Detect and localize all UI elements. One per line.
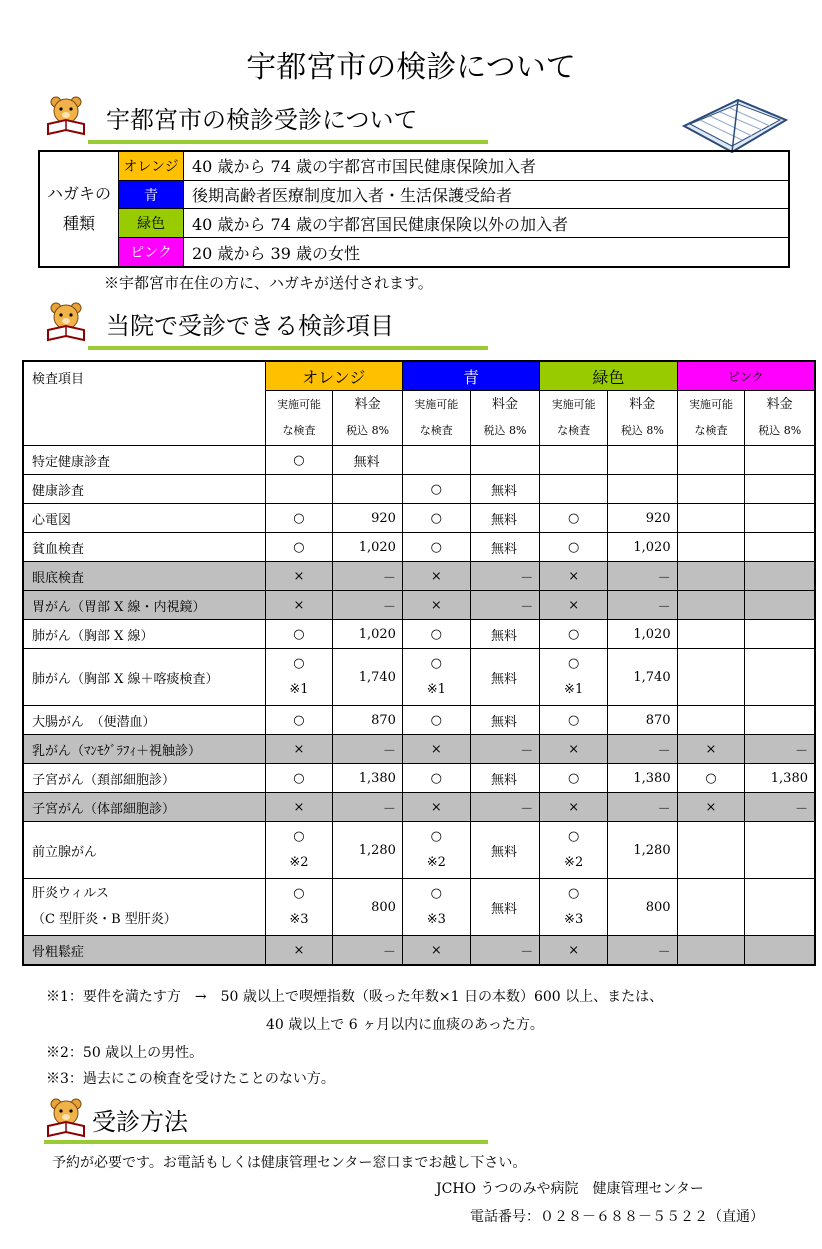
cell-price: 1,380	[608, 764, 678, 793]
cell-price	[745, 620, 815, 649]
cell-price: －	[608, 735, 678, 764]
table-row	[23, 446, 815, 475]
section-title: 宇都宮市の検診受診について	[106, 106, 418, 134]
table-row	[23, 591, 815, 620]
cell-price: －	[333, 591, 403, 620]
cell-line: ※3	[564, 912, 584, 927]
postcard-desc: 20 歳から 39 歳の女性	[184, 238, 790, 267]
table-row	[23, 533, 815, 562]
cell-availability	[677, 879, 745, 936]
cell-availability: ○	[402, 533, 470, 562]
cell-price: 無料	[470, 649, 540, 706]
subheader-text: 税込 8%	[620, 424, 664, 437]
cell-availability: ×	[265, 793, 333, 822]
subheader-price	[333, 391, 403, 446]
cell-availability	[402, 649, 470, 706]
subheader-available	[677, 391, 745, 446]
exam-item-name: 特定健康診査	[23, 446, 265, 475]
exam-item-name: 前立腺がん	[23, 822, 265, 879]
cell-price: 920	[333, 504, 403, 533]
cell-price: 1,280	[608, 822, 678, 879]
cell-price: 800	[333, 879, 403, 936]
cell-line: ○	[293, 829, 305, 844]
cell-availability	[677, 822, 745, 879]
subheader-text: 実施可能	[688, 398, 733, 411]
cell-price	[333, 475, 403, 504]
cell-availability	[540, 475, 608, 504]
cell-price: 1,280	[333, 822, 403, 879]
cell-line: ※3	[289, 912, 309, 927]
cell-price: 1,020	[608, 620, 678, 649]
cell-availability: ○	[265, 504, 333, 533]
cell-price: 無料	[470, 764, 540, 793]
cell-availability: ×	[540, 735, 608, 764]
cell-availability	[677, 620, 745, 649]
cell-price: －	[608, 562, 678, 591]
exam-item-name-line: （C 型肝炎・B 型肝炎）	[32, 912, 177, 927]
cell-price: －	[608, 793, 678, 822]
cell-line: ※3	[426, 912, 446, 927]
cell-availability: ○	[402, 620, 470, 649]
cell-availability: ×	[540, 591, 608, 620]
cell-price: 無料	[470, 706, 540, 735]
exam-item-name: 肺がん（胸部 X 線）	[23, 620, 265, 649]
cell-availability	[677, 936, 745, 966]
cell-availability: ×	[265, 591, 333, 620]
cell-availability: ×	[540, 793, 608, 822]
subheader-available	[265, 391, 333, 446]
cell-availability	[677, 475, 745, 504]
subheader-text: 料金	[354, 397, 381, 412]
bear-reading-icon	[44, 96, 92, 136]
cell-availability	[677, 649, 745, 706]
footnote-2: ※2：50 歳以上の男性。	[46, 1045, 204, 1061]
cell-availability: ○	[402, 504, 470, 533]
subheader-text: 税込 8%	[483, 424, 527, 437]
cell-price: 1,020	[333, 533, 403, 562]
section-underline	[44, 1140, 488, 1144]
bear-reading-icon	[44, 302, 92, 342]
cell-availability	[677, 446, 745, 475]
cell-price: 1,020	[608, 533, 678, 562]
cell-price: －	[333, 735, 403, 764]
cell-line: ○	[293, 656, 305, 671]
subheader-text: な検査	[694, 424, 728, 437]
cell-availability: ×	[540, 936, 608, 966]
subheader-text: 実施可能	[551, 398, 596, 411]
cell-availability	[540, 822, 608, 879]
cell-price: 1,740	[608, 649, 678, 706]
cell-availability: ○	[265, 620, 333, 649]
cell-price: 1,380	[745, 764, 815, 793]
cell-availability: ×	[540, 562, 608, 591]
bear-reading-icon	[44, 1098, 92, 1138]
subheader-text: 料金	[491, 397, 518, 412]
header-group-blue: 青	[402, 361, 539, 391]
cell-line: ○	[430, 886, 442, 901]
cell-availability: ○	[265, 764, 333, 793]
subheader-available	[402, 391, 470, 446]
table-row	[23, 764, 815, 793]
cell-availability	[677, 504, 745, 533]
cell-availability: ○	[540, 504, 608, 533]
cell-availability	[540, 446, 608, 475]
cell-availability	[265, 649, 333, 706]
cell-price	[745, 591, 815, 620]
cell-availability: ×	[402, 936, 470, 966]
header-group-green: 緑色	[540, 361, 677, 391]
cell-price: 無料	[470, 475, 540, 504]
table-row	[23, 649, 815, 706]
table-row	[23, 620, 815, 649]
postcard-desc: 40 歳から 74 歳の宇都宮市国民健康保険加入者	[184, 151, 790, 180]
cell-availability: ○	[540, 764, 608, 793]
cell-availability	[265, 822, 333, 879]
cell-price: －	[745, 793, 815, 822]
section-title: 当院で受診できる検診項目	[106, 312, 394, 340]
swatch-pink: ピンク	[119, 238, 184, 267]
table-row	[23, 735, 815, 764]
cell-availability	[677, 533, 745, 562]
table-row	[39, 180, 789, 209]
cell-price: 870	[333, 706, 403, 735]
cell-availability	[402, 446, 470, 475]
cell-line: ※2	[426, 855, 446, 870]
cell-price	[745, 936, 815, 966]
section-underline	[88, 346, 488, 350]
cell-availability	[402, 879, 470, 936]
subheader-available	[540, 391, 608, 446]
postcard-types-table	[38, 150, 790, 268]
subheader-text: 料金	[629, 397, 656, 412]
exam-item-name: 子宮がん（体部細胞診）	[23, 793, 265, 822]
cell-availability: ×	[402, 735, 470, 764]
swatch-blue: 青	[119, 180, 184, 209]
table-row	[23, 504, 815, 533]
cell-line: ○	[430, 656, 442, 671]
cell-availability: ○	[402, 475, 470, 504]
exam-item-name: 眼底検査	[23, 562, 265, 591]
cell-price	[608, 446, 678, 475]
page-title: 宇都宮市の検診について	[246, 50, 576, 85]
cell-availability	[265, 475, 333, 504]
table-row	[23, 879, 815, 936]
cell-line: ○	[567, 656, 580, 671]
cell-line: ※2	[564, 855, 584, 870]
swatch-orange: オレンジ	[119, 151, 184, 180]
table-row	[23, 822, 815, 879]
cell-line: ○	[567, 886, 580, 901]
subheader-price	[470, 391, 540, 446]
cell-availability: ○	[265, 446, 333, 475]
postcard-desc: 40 歳から 74 歳の宇都宮国民健康保険以外の加入者	[184, 209, 790, 238]
cell-price: 920	[608, 504, 678, 533]
cell-availability: ○	[265, 706, 333, 735]
cell-price	[745, 649, 815, 706]
cell-price	[745, 475, 815, 504]
cell-price: 無料	[470, 504, 540, 533]
cell-availability: ×	[265, 936, 333, 966]
cell-price: －	[470, 735, 540, 764]
cell-availability	[677, 562, 745, 591]
subheader-text: 実施可能	[276, 398, 321, 411]
cell-price: 1,020	[333, 620, 403, 649]
cell-price: －	[608, 936, 678, 966]
cell-price: 無料	[470, 879, 540, 936]
cell-availability: ×	[265, 562, 333, 591]
subheader-text: 税込 8%	[758, 424, 802, 437]
table-row	[39, 151, 789, 180]
postcard-desc: 後期高齢者医療制度加入者・生活保護受給者	[184, 180, 790, 209]
cell-price: 無料	[470, 620, 540, 649]
table-row	[23, 475, 815, 504]
exam-item-name: 骨粗鬆症	[23, 936, 265, 966]
postcard-group-label	[39, 151, 119, 267]
postcard-note: ※宇都宮市在住の方に、ハガキが送付されます。	[104, 274, 433, 292]
cell-availability	[540, 879, 608, 936]
subheader-text: 実施可能	[414, 398, 459, 411]
cell-availability: ○	[540, 706, 608, 735]
cell-price: 無料	[333, 446, 403, 475]
footnote-1: ※1：要件を満たす方 → 50 歳以上で喫煙指数（吸った年数×1 日の本数）600 以上、または、	[46, 989, 664, 1005]
group-label-line: 種類	[62, 214, 95, 233]
cell-price	[745, 446, 815, 475]
exam-item-name	[23, 879, 265, 936]
table-row	[39, 238, 789, 267]
cell-price	[745, 533, 815, 562]
cell-line: ※1	[289, 682, 309, 697]
subheader-price	[745, 391, 815, 446]
cell-price: －	[333, 793, 403, 822]
cell-availability: ○	[402, 764, 470, 793]
cell-availability	[677, 591, 745, 620]
cell-price: －	[470, 591, 540, 620]
cell-price	[745, 504, 815, 533]
cell-price	[470, 446, 540, 475]
cell-line: ○	[567, 829, 580, 844]
phone-number[interactable]: 電話番号：０２８－６８８－５５２２（直通）	[470, 1209, 764, 1225]
cell-price	[745, 562, 815, 591]
table-row	[23, 936, 815, 966]
section-underline	[88, 140, 488, 144]
cell-availability: ×	[265, 735, 333, 764]
cell-availability	[540, 649, 608, 706]
exam-item-name: 子宮がん（頚部細胞診）	[23, 764, 265, 793]
cell-line: ※2	[289, 855, 309, 870]
cell-availability: ○	[540, 533, 608, 562]
cell-price	[745, 706, 815, 735]
cell-availability	[677, 706, 745, 735]
exam-item-name: 心電図	[23, 504, 265, 533]
cell-availability: ×	[402, 562, 470, 591]
table-row	[23, 793, 815, 822]
footnote-3: ※3：過去にこの検査を受けたことのない方。	[46, 1071, 335, 1087]
footnote-1-cont: 40 歳以上で 6 ヶ月以内に血痰のあった方。	[266, 1017, 544, 1033]
section-title: 受診方法	[92, 1108, 188, 1136]
cell-price	[745, 822, 815, 879]
subheader-text: 税込 8%	[346, 424, 390, 437]
organization-name: JCHO うつのみや病院 健康管理センター	[436, 1181, 704, 1197]
subheader-text: 料金	[766, 397, 793, 412]
cell-price: －	[333, 562, 403, 591]
cell-price: 無料	[470, 533, 540, 562]
exam-item-name: 大腸がん （便潜血）	[23, 706, 265, 735]
table-row	[23, 706, 815, 735]
cell-availability: ○	[402, 706, 470, 735]
cell-line: ○	[430, 829, 442, 844]
cell-price	[608, 475, 678, 504]
exam-item-name: 貧血検査	[23, 533, 265, 562]
exam-items-table	[22, 360, 816, 966]
cell-price: 無料	[470, 822, 540, 879]
cell-line: ※1	[426, 682, 446, 697]
cell-availability: ○	[677, 764, 745, 793]
swatch-green: 緑色	[119, 209, 184, 238]
cell-line: ○	[293, 886, 305, 901]
subheader-text: な検査	[419, 424, 453, 437]
cell-price: －	[608, 591, 678, 620]
table-row	[39, 209, 789, 238]
cell-availability: ○	[265, 533, 333, 562]
cell-availability	[402, 822, 470, 879]
cell-price: 1,380	[333, 764, 403, 793]
table-row	[23, 562, 815, 591]
cell-availability: ×	[677, 793, 745, 822]
group-label-line: ハガキの	[46, 184, 111, 203]
section-header-about	[44, 96, 494, 136]
cell-availability	[265, 879, 333, 936]
cell-price: －	[333, 936, 403, 966]
exam-item-name: 健康診査	[23, 475, 265, 504]
method-text: 予約が必要です。お電話もしくは健康管理センター窓口までお越し下さい。	[52, 1155, 527, 1171]
exam-item-name: 肺がん（胸部 X 線＋喀痰検査）	[23, 649, 265, 706]
cell-price: 870	[608, 706, 678, 735]
section-header-items	[44, 302, 494, 342]
cell-price: －	[745, 735, 815, 764]
handbook-icon	[680, 86, 790, 158]
subheader-text: な検査	[282, 424, 316, 437]
cell-price: －	[470, 562, 540, 591]
cell-availability: ×	[402, 591, 470, 620]
cell-price: －	[470, 793, 540, 822]
cell-price: －	[470, 936, 540, 966]
cell-price	[745, 879, 815, 936]
cell-price: 800	[608, 879, 678, 936]
cell-line: ※1	[564, 682, 584, 697]
table-header-row	[23, 361, 815, 391]
exam-item-name: 胃がん（胃部 X 線・内視鏡）	[23, 591, 265, 620]
section-header-method	[44, 1098, 494, 1138]
cell-availability: ○	[540, 620, 608, 649]
cell-price: 1,740	[333, 649, 403, 706]
header-exam-item: 検査項目	[23, 361, 265, 446]
header-group-pink: ピンク	[677, 361, 815, 391]
exam-item-name-line: 肝炎ウィルス	[32, 886, 109, 901]
subheader-price	[608, 391, 678, 446]
cell-availability: ×	[402, 793, 470, 822]
subheader-text: な検査	[557, 424, 591, 437]
exam-item-name: 乳がん（ﾏﾝﾓｸﾞﾗﾌｨ＋視触診）	[23, 735, 265, 764]
header-group-orange: オレンジ	[265, 361, 402, 391]
cell-availability: ×	[677, 735, 745, 764]
